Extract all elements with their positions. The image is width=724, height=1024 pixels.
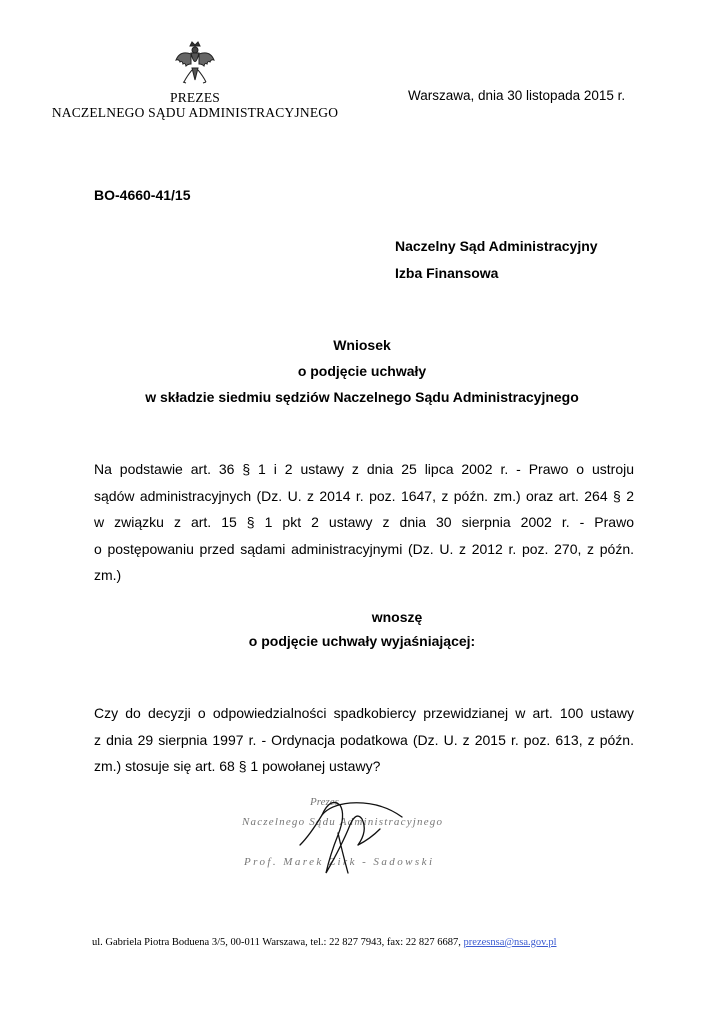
motion-verb: wnoszę: [371, 609, 423, 625]
footer-contact: [92, 937, 557, 948]
legal-basis-line: w związku z art. 15 § 1 pkt 2 ustawy z dnia 30 sierpnia 2002 r. - Prawo: [94, 514, 634, 530]
motion-heading: [0, 605, 724, 653]
signature-stamp: [230, 775, 450, 890]
stamp-text-2: Naczelnego Sądu Administracyjnego: [242, 816, 442, 828]
subject-title: Wniosek: [333, 337, 391, 353]
legal-basis-line: Na podstawie art. 36 § 1 i 2 ustawy z dnia 25 lipca 2002 r. - Prawo o ustroju: [94, 461, 634, 477]
polish-eagle-emblem-icon: [170, 40, 220, 90]
subject-line-3: w składzie siedmiu sędziów Naczelnego Sądu Administracyjnego: [145, 389, 579, 405]
legal-basis-line: o postępowaniu przed sądami administracyjnymi (Dz. U. z 2012 r. poz. 270, z późn.: [94, 540, 634, 557]
reference-number: BO-4660-41/15: [94, 187, 191, 203]
addressee-court: Naczelny Sąd Administracyjny: [395, 238, 598, 254]
question-line: zm.) stosuje się art. 68 § 1 powołanej ustawy?: [94, 758, 381, 774]
legal-question-paragraph: [94, 700, 634, 780]
issuer-name: [40, 90, 350, 120]
legal-basis-paragraph: [94, 456, 634, 589]
footer-email-link[interactable]: prezesnsa@nsa.gov.pl: [463, 937, 557, 948]
place-date: Warszawa, dnia 30 listopada 2015 r.: [408, 88, 626, 103]
question-line: z dnia 29 sierpnia 1997 r. - Ordynacja podatkowa (Dz. U. z 2015 r. poz. 613, z późn.: [94, 731, 634, 748]
question-line: Czy do decyzji o odpowiedzialności spadkobiercy przewidzianej w art. 100 ustawy: [94, 705, 634, 721]
document-subject: [0, 332, 724, 410]
addressee-chamber: Izba Finansowa: [395, 265, 499, 281]
issuer-title: PREZES: [170, 90, 220, 105]
motion-object: o podjęcie uchwały wyjaśniającej:: [248, 633, 476, 649]
legal-basis-line: sądów administracyjnych (Dz. U. z 2014 r. poz. 1647, z późn. zm.) oraz art. 264 § 2: [94, 487, 634, 504]
subject-line-2: o podjęcie uchwały: [297, 363, 427, 379]
addressee: [395, 233, 598, 287]
stamp-text-1: Prezes: [310, 796, 339, 808]
stamp-text-3: Prof. Marek Zirk - Sadowski: [244, 856, 432, 868]
legal-basis-line: zm.): [94, 567, 122, 583]
issuer-institution: NACZELNEGO SĄDU ADMINISTRACYJNEGO: [51, 105, 339, 120]
footer-address: ul. Gabriela Piotra Boduena 3/5, 00-011 Warszawa, tel.: 22 827 7943, fax: 22 827 6687,: [92, 937, 461, 948]
